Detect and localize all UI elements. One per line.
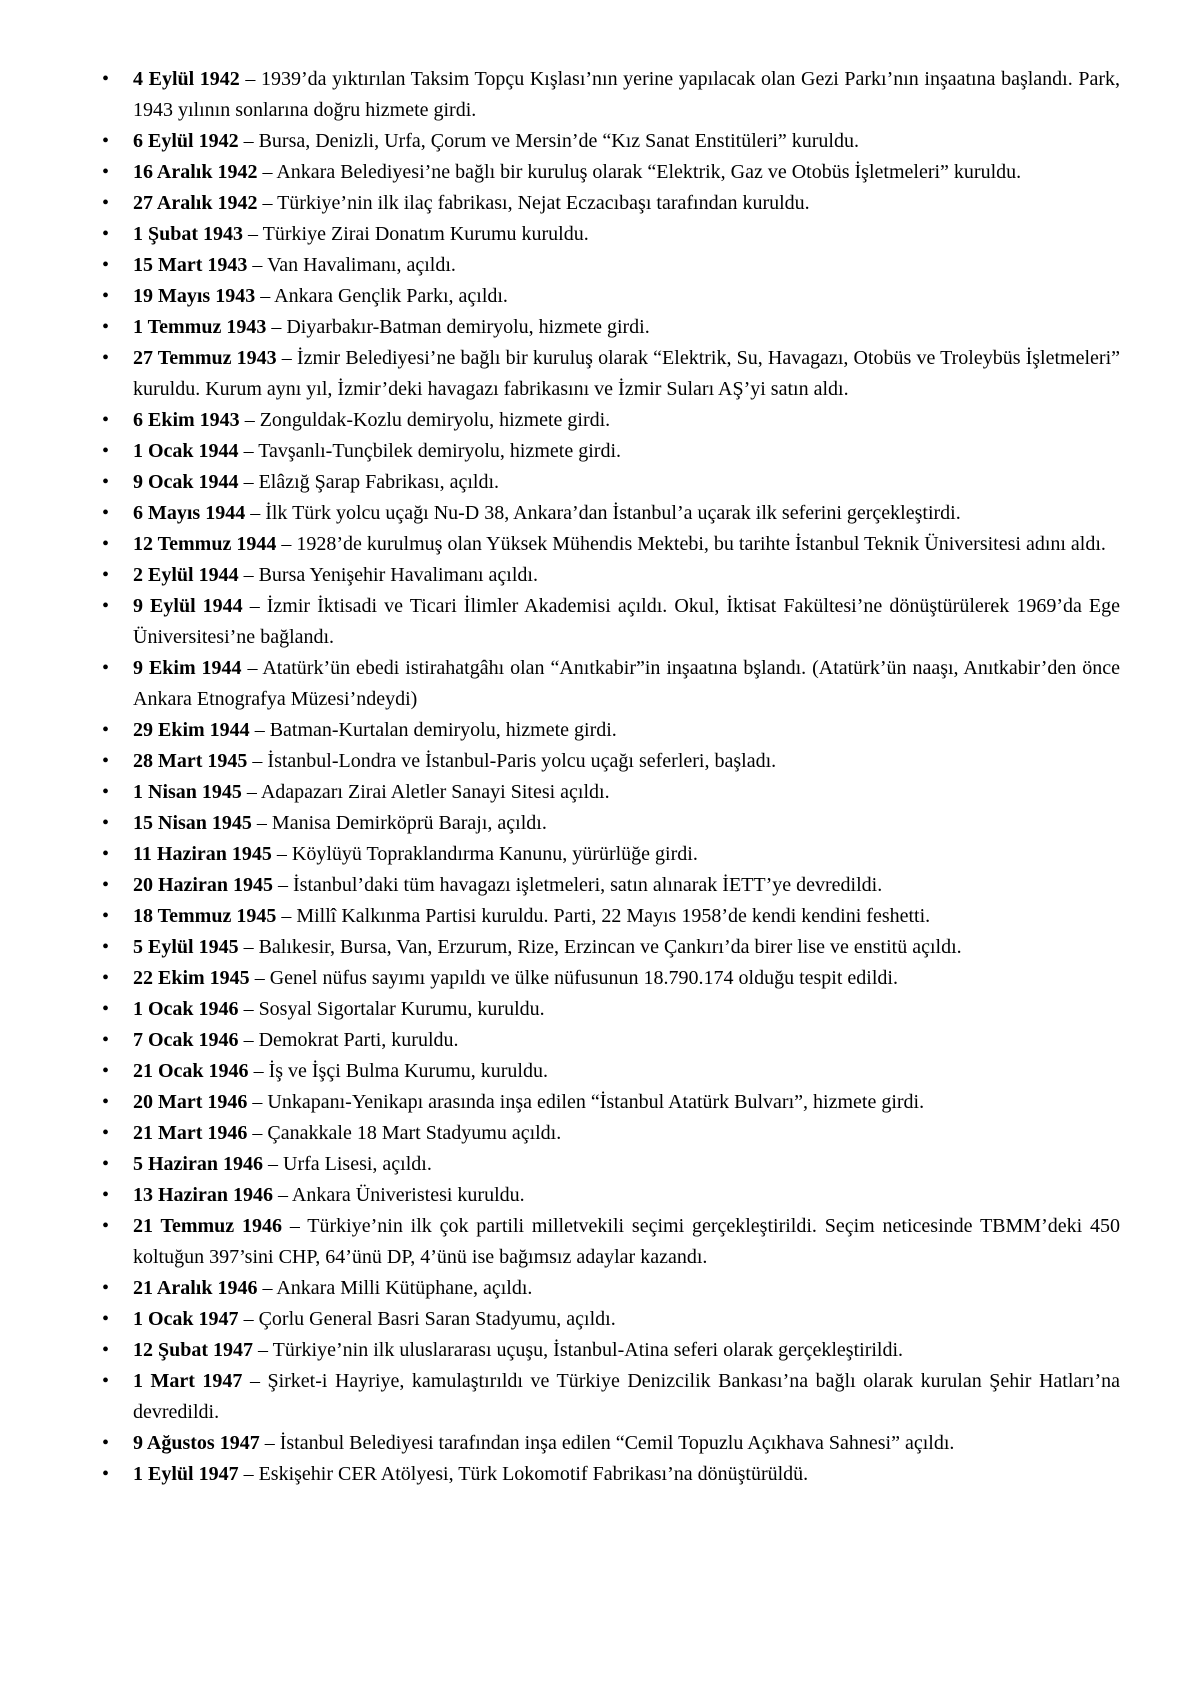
event-list-item <box>133 157 1120 188</box>
event-list-item <box>133 1087 1120 1118</box>
event-date: 16 Aralık 1942 <box>133 161 258 183</box>
event-date: 5 Eylül 1945 <box>133 936 239 958</box>
event-date: 12 Şubat 1947 <box>133 1339 254 1361</box>
event-list-item <box>133 1428 1120 1459</box>
event-list-item <box>133 560 1120 591</box>
event-list-item <box>133 1366 1120 1428</box>
event-date: 2 Eylül 1944 <box>133 564 239 586</box>
event-description: İzmir Belediyesi’ne bağlı bir kuruluş olarak “Elektrik, Su, Havagazı, Otobüs ve Troleybüs İşletmeleri” kuruldu. Kurum aynı yıl, İzmir’deki havagazı fabrikasını ve İzmir Suları AŞ’yi satın aldı. <box>133 347 1121 400</box>
event-separator: – <box>266 316 287 338</box>
event-date: 1 Eylül 1947 <box>133 1463 239 1485</box>
event-list-item <box>133 1180 1120 1211</box>
event-description: Sosyal Sigortalar Kurumu, kuruldu. <box>258 998 545 1020</box>
event-date: 6 Ekim 1943 <box>133 409 240 431</box>
event-separator: – <box>238 440 259 462</box>
event-date: 9 Eylül 1944 <box>133 595 243 617</box>
event-list-item <box>133 808 1120 839</box>
event-list-item <box>133 1056 1120 1087</box>
event-date: 20 Mart 1946 <box>133 1091 248 1113</box>
event-separator: – <box>282 1215 308 1237</box>
event-description: İş ve İşçi Bulma Kurumu, kuruldu. <box>268 1060 548 1082</box>
event-date: 27 Aralık 1942 <box>133 192 258 214</box>
event-description: Adapazarı Zirai Aletler Sanayi Sitesi açıldı. <box>260 781 610 803</box>
event-date: 11 Haziran 1945 <box>133 843 272 865</box>
event-separator: – <box>242 1370 268 1392</box>
event-separator: – <box>248 1060 269 1082</box>
event-date: 1 Mart 1947 <box>133 1370 243 1392</box>
event-list-item <box>133 529 1120 560</box>
event-description: Atatürk’ün ebedi istirahatgâhı olan “Anıtkabir”in inşaatına bşlandı. (Atatürk’ün naaşı, Anıtkabir’den önce Ankara Etnografya Müzesi’ndeydi) <box>133 657 1120 710</box>
event-date: 12 Temmuz 1944 <box>133 533 277 555</box>
event-separator: – <box>238 1308 259 1330</box>
event-date: 5 Haziran 1946 <box>133 1153 263 1175</box>
event-date: 28 Mart 1945 <box>133 750 248 772</box>
event-description: Köylüyü Topraklandırma Kanunu, yürürlüğe girdi. <box>291 843 698 865</box>
event-description: 1928’de kurulmuş olan Yüksek Mühendis Mektebi, bu tarihte İstanbul Teknik Üniversitesi adını aldı. <box>296 533 1106 555</box>
event-separator: – <box>242 595 267 617</box>
event-list-item <box>133 591 1120 653</box>
event-description: Ankara Milli Kütüphane, açıldı. <box>276 1277 533 1299</box>
event-list-item <box>133 436 1120 467</box>
event-list-item <box>133 1025 1120 1056</box>
event-list-item <box>133 1118 1120 1149</box>
event-separator: – <box>241 657 263 679</box>
event-date: 19 Mayıs 1943 <box>133 285 256 307</box>
event-description: Bursa Yenişehir Havalimanı açıldı. <box>258 564 538 586</box>
event-description: 1939’da yıktırılan Taksim Topçu Kışlası’nın yerine yapılacak olan Gezi Parkı’nın inşaatına başlandı. Park, 1943 yılının sonlarına doğru hizmete girdi. <box>133 68 1120 121</box>
event-description: Genel nüfus sayımı yapıldı ve ülke nüfusunun 18.790.174 olduğu tespit edildi. <box>269 967 898 989</box>
event-description: Diyarbakır-Batman demiryolu, hizmete girdi. <box>286 316 650 338</box>
event-description: İlk Türk yolcu uçağı Nu-D 38, Ankara’dan İstanbul’a uçarak ilk seferini gerçekleştirdi. <box>265 502 961 524</box>
event-description: Millî Kalkınma Partisi kuruldu. Parti, 22 Mayıs 1958’de kendi kendini feshetti. <box>296 905 931 927</box>
event-separator: – <box>257 161 277 183</box>
event-date: 1 Ocak 1946 <box>133 998 239 1020</box>
event-description: Ankara Gençlik Parkı, açıldı. <box>274 285 508 307</box>
event-date: 20 Haziran 1945 <box>133 874 273 896</box>
event-list-item <box>133 250 1120 281</box>
event-description: Şirket-i Hayriye, kamulaştırıldı ve Türkiye Denizcilik Bankası’na bağlı olarak kurulan Şehir Hatları’na devredildi. <box>133 1370 1121 1423</box>
event-date: 13 Haziran 1946 <box>133 1184 273 1206</box>
event-list-item <box>133 746 1120 777</box>
event-date: 7 Ocak 1946 <box>133 1029 239 1051</box>
event-description: Demokrat Parti, kuruldu. <box>258 1029 459 1051</box>
event-list-item <box>133 653 1120 715</box>
event-list-item <box>133 405 1120 436</box>
event-list <box>133 64 1120 1490</box>
event-list-item <box>133 870 1120 901</box>
event-separator: – <box>249 967 270 989</box>
event-separator: – <box>238 130 259 152</box>
event-description: Van Havalimanı, açıldı. <box>267 254 456 276</box>
event-list-item <box>133 1304 1120 1335</box>
event-list-item <box>133 1335 1120 1366</box>
event-separator: – <box>238 1029 259 1051</box>
event-separator: – <box>238 1463 259 1485</box>
event-date: 15 Mart 1943 <box>133 254 248 276</box>
event-date: 6 Mayıs 1944 <box>133 502 246 524</box>
event-date: 21 Aralık 1946 <box>133 1277 258 1299</box>
event-date: 21 Ocak 1946 <box>133 1060 249 1082</box>
event-description: Türkiye’nin ilk çok partili milletvekili seçimi gerçekleştirildi. Seçim neticesinde TBMM’deki 450 koltuğun 397’sini CHP, 64’ünü DP, 4’ünü ise bağımsız adaylar kazandı. <box>133 1215 1121 1268</box>
event-separator: – <box>239 409 260 431</box>
event-separator: – <box>238 471 259 493</box>
event-description: Eskişehir CER Atölyesi, Türk Lokomotif Fabrikası’na dönüştürüldü. <box>258 1463 809 1485</box>
event-date: 6 Eylül 1942 <box>133 130 239 152</box>
event-separator: – <box>245 502 266 524</box>
event-date: 18 Temmuz 1945 <box>133 905 277 927</box>
event-separator: – <box>239 68 261 90</box>
event-date: 4 Eylül 1942 <box>133 68 240 90</box>
event-date: 9 Ağustos 1947 <box>133 1432 260 1454</box>
event-date: 22 Ekim 1945 <box>133 967 250 989</box>
event-separator: – <box>255 285 275 307</box>
event-separator: – <box>273 1184 292 1206</box>
event-date: 29 Ekim 1944 <box>133 719 250 741</box>
event-list-item <box>133 312 1120 343</box>
event-description: Urfa Lisesi, açıldı. <box>283 1153 432 1175</box>
event-description: Türkiye Zirai Donatım Kurumu kuruldu. <box>262 223 589 245</box>
event-list-item <box>133 932 1120 963</box>
event-list-item <box>133 281 1120 312</box>
event-separator: – <box>247 750 268 772</box>
event-separator: – <box>238 998 259 1020</box>
event-separator: – <box>241 781 261 803</box>
event-date: 1 Temmuz 1943 <box>133 316 267 338</box>
event-list-item <box>133 1211 1120 1273</box>
event-description: Manisa Demirköprü Barajı, açıldı. <box>271 812 547 834</box>
event-list-item <box>133 839 1120 870</box>
event-separator: – <box>276 347 297 369</box>
event-separator: – <box>251 812 272 834</box>
event-description: Ankara Üniveristesi kuruldu. <box>291 1184 525 1206</box>
event-date: 15 Nisan 1945 <box>133 812 252 834</box>
event-list-item <box>133 1273 1120 1304</box>
event-description: Ankara Belediyesi’ne bağlı bir kuruluş olarak “Elektrik, Gaz ve Otobüs İşletmeleri” kuruldu. <box>276 161 1022 183</box>
event-list-item <box>133 901 1120 932</box>
event-list-item <box>133 467 1120 498</box>
event-date: 1 Ocak 1947 <box>133 1308 239 1330</box>
event-list-item <box>133 343 1120 405</box>
event-description: İstanbul-Londra ve İstanbul-Paris yolcu uçağı seferleri, başladı. <box>267 750 777 772</box>
event-date: 27 Temmuz 1943 <box>133 347 277 369</box>
event-description: Tavşanlı-Tunçbilek demiryolu, hizmete girdi. <box>258 440 621 462</box>
event-list-item <box>133 219 1120 250</box>
event-description: Balıkesir, Bursa, Van, Erzurum, Rize, Erzincan ve Çankırı’da birer lise ve enstitü açıldı. <box>258 936 962 958</box>
event-list-item <box>133 1149 1120 1180</box>
event-description: Batman-Kurtalan demiryolu, hizmete girdi. <box>269 719 617 741</box>
event-separator: – <box>243 223 263 245</box>
event-list-item <box>133 715 1120 746</box>
event-list-item <box>133 498 1120 529</box>
event-date: 21 Temmuz 1946 <box>133 1215 282 1237</box>
event-list-item <box>133 777 1120 808</box>
event-separator: – <box>249 719 270 741</box>
event-separator: – <box>276 533 297 555</box>
event-date: 9 Ekim 1944 <box>133 657 242 679</box>
event-date: 21 Mart 1946 <box>133 1122 248 1144</box>
event-description: İstanbul’daki tüm havagazı işletmeleri, satın alınarak İETT’ye devredildi. <box>293 874 883 896</box>
event-description: Türkiye’nin ilk uluslararası uçuşu, İstanbul-Atina seferi olarak gerçekleştirildi. <box>272 1339 904 1361</box>
event-description: Zonguldak-Kozlu demiryolu, hizmete girdi. <box>259 409 611 431</box>
event-separator: – <box>247 254 268 276</box>
event-separator: – <box>263 1153 283 1175</box>
event-separator: – <box>271 843 292 865</box>
event-description: Çorlu General Basri Saran Stadyumu, açıldı. <box>258 1308 616 1330</box>
event-list-item <box>133 994 1120 1025</box>
event-list-item <box>133 126 1120 157</box>
event-separator: – <box>259 1432 280 1454</box>
event-date: 1 Ocak 1944 <box>133 440 239 462</box>
event-description: Türkiye’nin ilk ilaç fabrikası, Nejat Eczacıbaşı tarafından kuruldu. <box>277 192 810 214</box>
event-list-item <box>133 1459 1120 1490</box>
event-separator: – <box>257 192 278 214</box>
event-separator: – <box>273 874 293 896</box>
event-separator: – <box>253 1339 273 1361</box>
event-list-item <box>133 963 1120 994</box>
event-description: Bursa, Denizli, Urfa, Çorum ve Mersin’de “Kız Sanat Enstitüleri” kuruldu. <box>258 130 859 152</box>
event-separator: – <box>238 564 259 586</box>
event-list-item <box>133 188 1120 219</box>
event-description: İstanbul Belediyesi tarafından inşa edilen “Cemil Topuzlu Açıkhava Sahnesi” açıldı. <box>279 1432 955 1454</box>
event-separator: – <box>247 1122 268 1144</box>
event-separator: – <box>238 936 259 958</box>
event-separator: – <box>276 905 297 927</box>
event-date: 1 Şubat 1943 <box>133 223 244 245</box>
event-date: 1 Nisan 1945 <box>133 781 242 803</box>
event-separator: – <box>247 1091 268 1113</box>
event-separator: – <box>257 1277 277 1299</box>
event-description: İzmir İktisadi ve Ticari İlimler Akademisi açıldı. Okul, İktisat Fakültesi’ne dönüştürülerek 1969’da Ege Üniversitesi’ne bağlandı. <box>133 595 1121 648</box>
event-description: Çanakkale 18 Mart Stadyumu açıldı. <box>267 1122 562 1144</box>
event-list-item <box>133 64 1120 126</box>
event-description: Elâzığ Şarap Fabrikası, açıldı. <box>258 471 500 493</box>
event-description: Unkapanı-Yenikapı arasında inşa edilen “İstanbul Atatürk Bulvarı”, hizmete girdi. <box>267 1091 925 1113</box>
event-date: 9 Ocak 1944 <box>133 471 239 493</box>
